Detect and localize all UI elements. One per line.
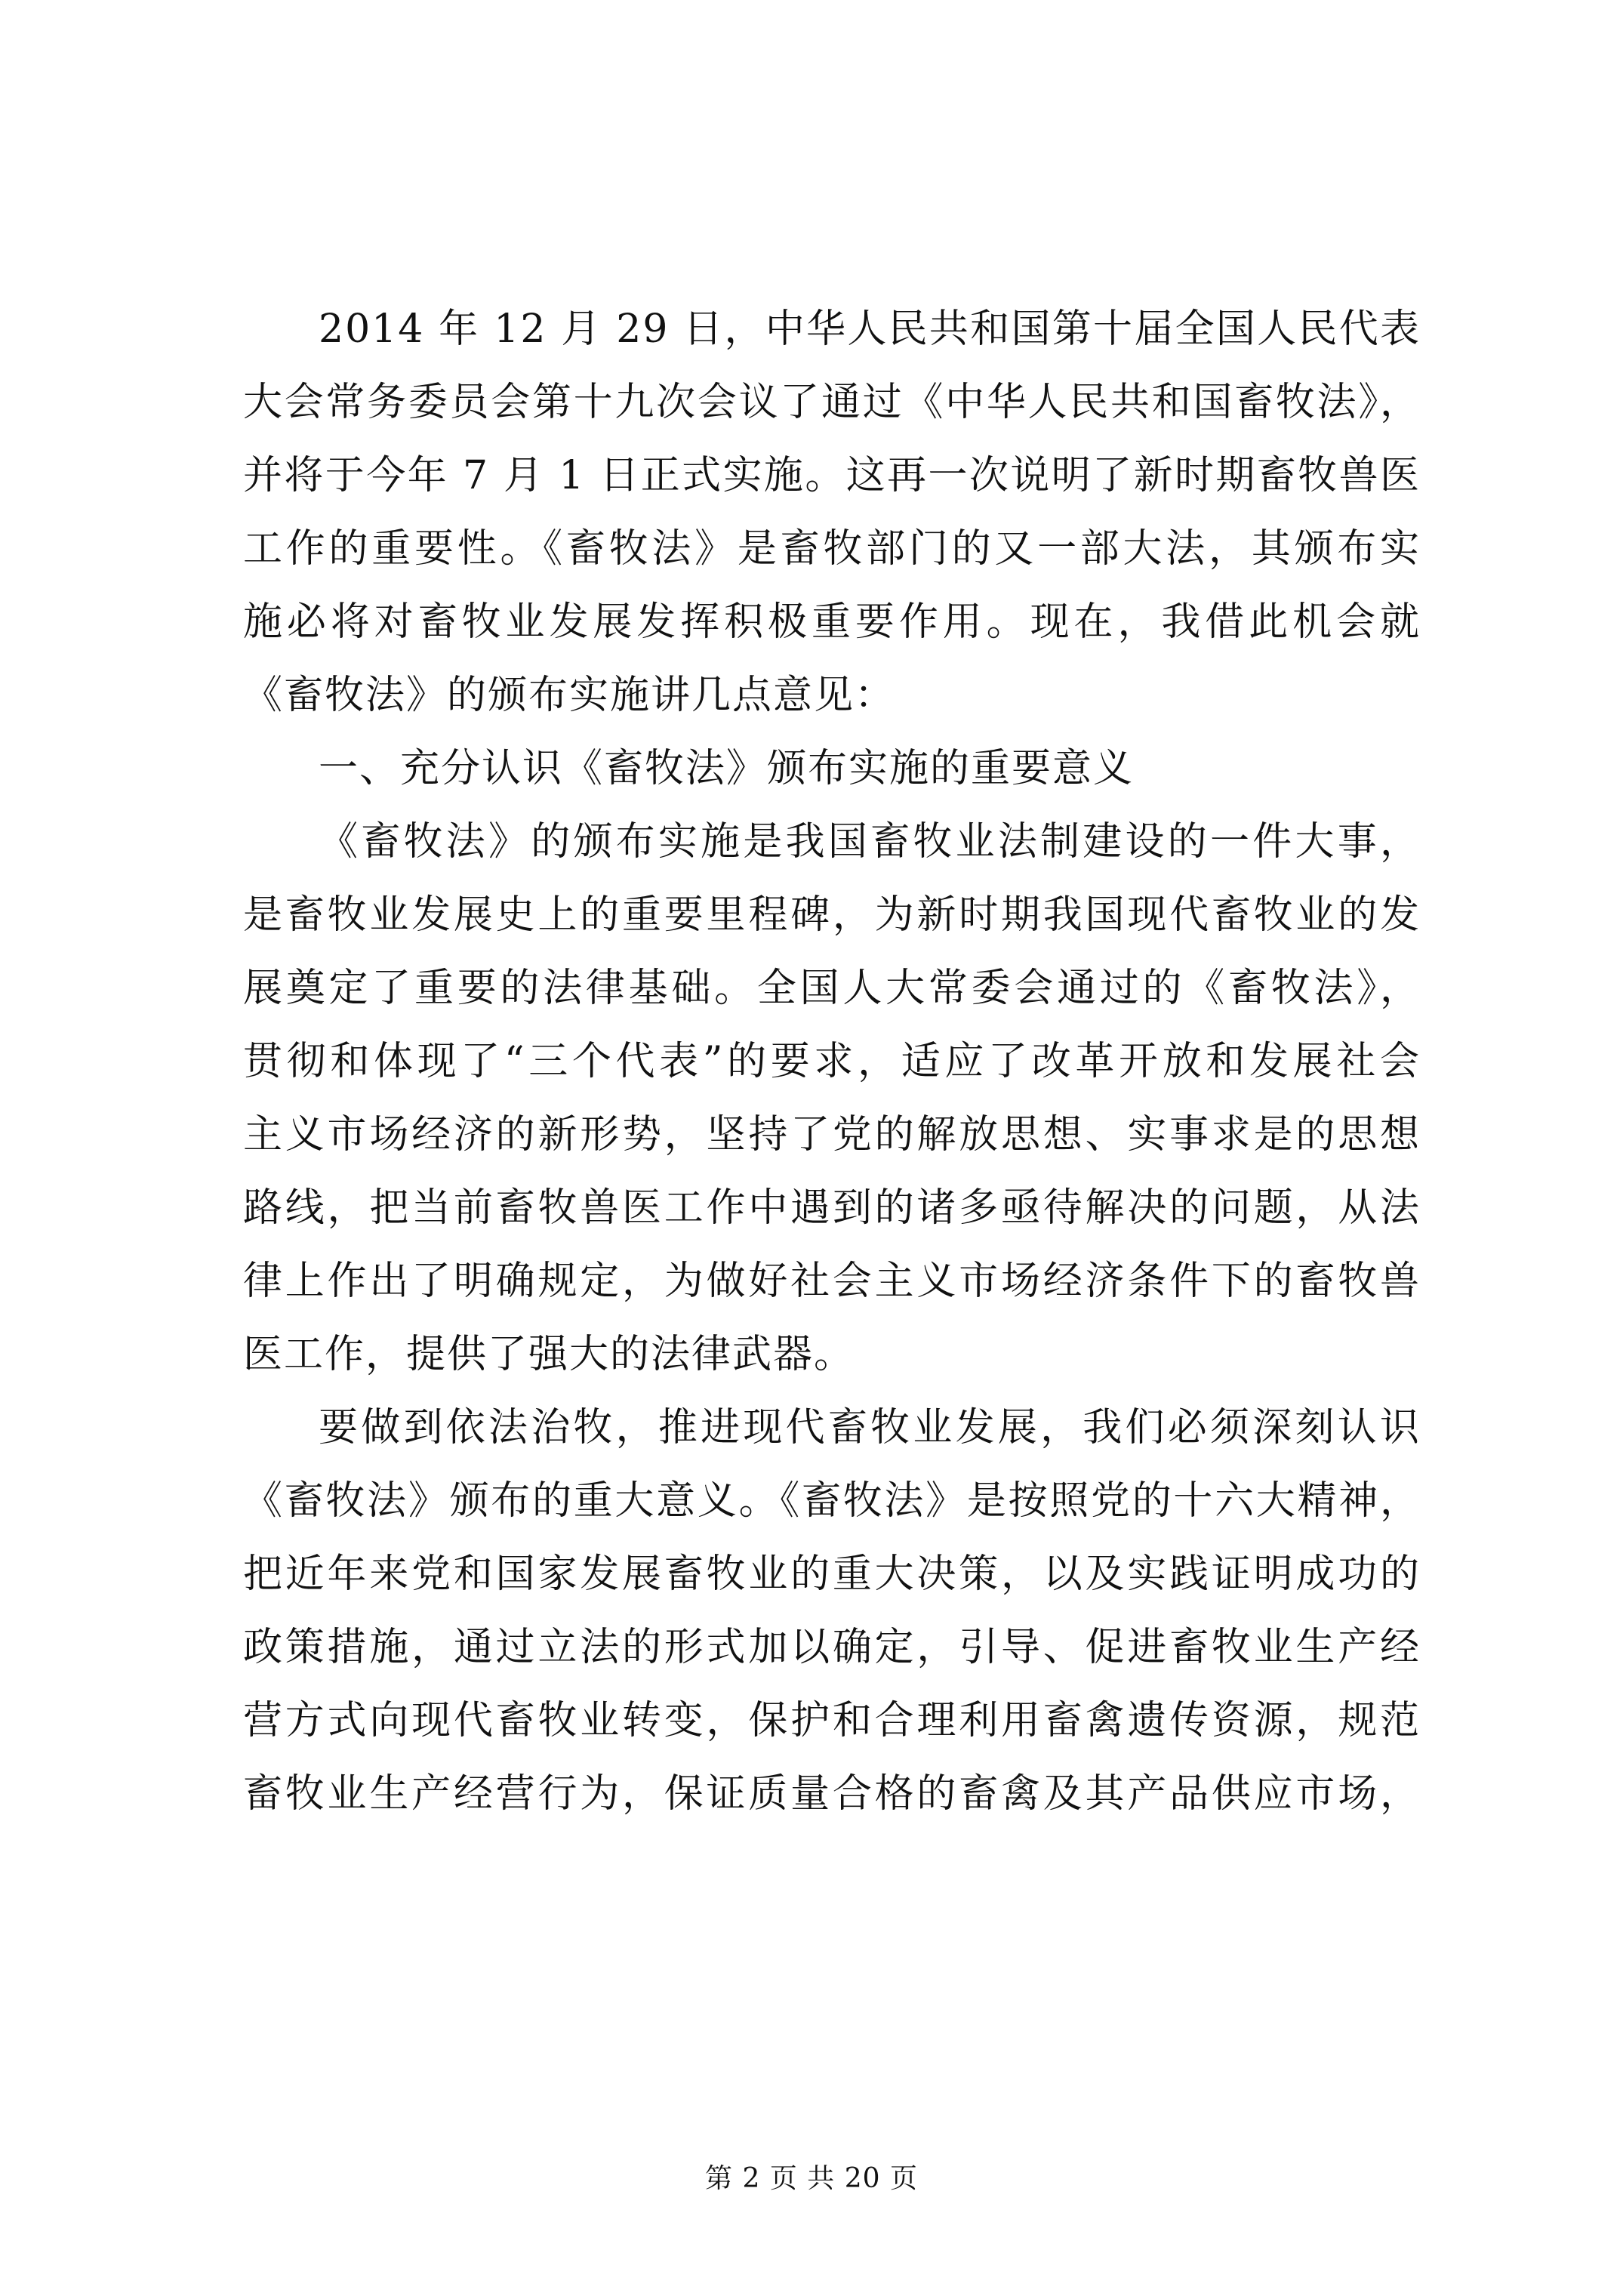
text-line: 政策措施，通过立法的形式加以确定，引导、促进畜牧业生产经 bbox=[243, 1625, 1421, 1670]
text-line: 把近年来党和国家发展畜牧业的重大决策，以及实践证明成功的 bbox=[243, 1552, 1421, 1597]
text-line: 要做到依法治牧，推进现代畜牧业发展，我们必须深刻认识 bbox=[319, 1405, 1421, 1450]
text-line: 贯彻和体现了“三个代表”的要求，适应了改革开放和发展社会 bbox=[243, 1039, 1421, 1084]
text-line: 2014 年 12 月 29 日，中华人民共和国第十届全国人民代表 bbox=[319, 307, 1421, 352]
text-line: 营方式向现代畜牧业转变，保护和合理利用畜禽遗传资源，规范 bbox=[243, 1698, 1421, 1743]
paragraph bbox=[243, 293, 1421, 732]
text-line: 工作的重要性。《畜牧法》是畜牧部门的又一部大法，其颁布实 bbox=[243, 526, 1421, 572]
document-body bbox=[243, 293, 1421, 1831]
text-line: 《畜牧法》的颁布实施讲几点意见： bbox=[243, 673, 896, 718]
text-line: 路线，把当前畜牧兽医工作中遇到的诸多亟待解决的问题，从法 bbox=[243, 1185, 1421, 1231]
section-heading bbox=[243, 732, 1421, 806]
text-line: 《畜牧法》的颁布实施是我国畜牧业法制建设的一件大事， bbox=[319, 819, 1421, 864]
text-line: 畜牧业生产经营行为，保证质量合格的畜禽及其产品供应市场， bbox=[243, 1771, 1421, 1817]
text-line: 是畜牧业发展史上的重要里程碑，为新时期我国现代畜牧业的发 bbox=[243, 892, 1421, 938]
text-line: 展奠定了重要的法律基础。全国人大常委会通过的《畜牧法》， bbox=[243, 966, 1421, 1011]
heading-text: 一、充分认识《畜牧法》颁布实施的重要意义 bbox=[319, 746, 1135, 791]
paragraph bbox=[243, 1391, 1421, 1831]
text-line: 主义市场经济的新形势，坚持了党的解放思想、实事求是的思想 bbox=[243, 1112, 1421, 1157]
text-line: 《畜牧法》颁布的重大意义。《畜牧法》是按照党的十六大精神， bbox=[243, 1478, 1421, 1524]
text-line: 施必将对畜牧业发展发挥积极重要作用。现在，我借此机会就 bbox=[243, 599, 1421, 645]
text-line: 医工作，提供了强大的法律武器。 bbox=[243, 1332, 855, 1377]
paragraph bbox=[243, 806, 1421, 1391]
text-line: 并将于今年 7 月 1 日正式实施。这再一次说明了新时期畜牧兽医 bbox=[243, 453, 1421, 498]
text-line: 大会常务委员会第十九次会议了通过《中华人民共和国畜牧法》， bbox=[243, 380, 1421, 425]
text-line: 律上作出了明确规定，为做好社会主义市场经济条件下的畜牧兽 bbox=[243, 1259, 1421, 1304]
page-number-footer: 第 2 页 共 20 页 bbox=[705, 2163, 918, 2194]
